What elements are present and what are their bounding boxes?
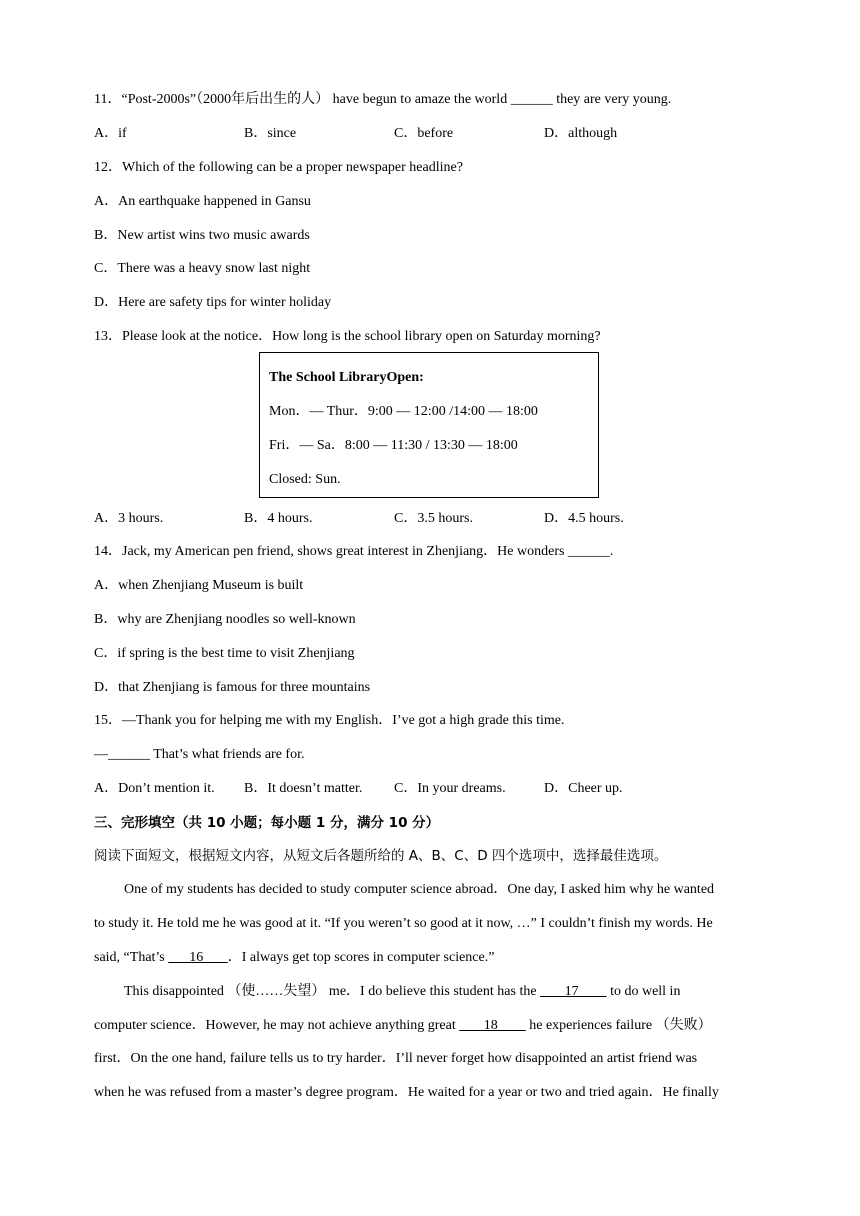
question-15-option-a: A．Don’t mention it. [94,781,215,796]
passage-p1-line-1: One of my students has decided to study computer science abroad．One day, I asked him why he wanted [124,882,715,897]
question-11-option-b: B．since [244,126,297,141]
question-13-option-c: C．3.5 hours. [394,511,473,526]
passage-text: to do well in [606,984,681,999]
question-13-stem: 13．Please look at the notice．How long is the school library open on Saturday morning? [94,329,601,344]
question-12-stem: 12．Which of the following can be a proper newspaper headline? [94,160,463,175]
notice-hours-fri-sa: Fri．— Sa．8:00 — 11:30 / 13:30 — 18:00 [269,438,518,453]
passage-text: ．I always get top scores in computer science.” [227,950,495,965]
question-15-stem: 15．—Thank you for helping me with my English．I’ve got a high grade this time. [94,713,565,728]
passage-text: he experiences failure （失败） [525,1018,712,1033]
passage-text: said, “That’s [94,950,169,965]
blank-18: 18 [459,1018,526,1033]
library-notice-box [259,352,599,498]
section-3-instruction: 阅读下面短文，根据短文内容，从短文后各题所给的 A、B、C、D 四个选项中，选择最佳选项。 [94,848,668,864]
passage-text: This disappointed （使……失望） me．I do believe this student has the [124,984,541,999]
passage-p2-line-1 [124,983,800,1001]
passage-p1-line-3 [94,949,770,967]
question-14-option-b: B．why are Zhenjiang noodles so well-known [94,612,356,627]
question-15-option-c: C．In your dreams. [394,781,506,796]
question-13-option-d: D．4.5 hours. [544,511,624,526]
question-12-option-d: D．Here are safety tips for winter holiday [94,295,332,310]
question-11-option-d: D．although [544,126,618,141]
notice-title: The School LibraryOpen: [269,370,424,385]
question-15-option-d: D．Cheer up. [544,781,623,796]
question-13-option-a: A．3 hours. [94,511,164,526]
blank-17: 17 [540,984,607,999]
passage-p2-line-4: when he was refused from a master’s degree program．He waited for a year or two and tried again．He finally [94,1085,719,1100]
section-3-heading: 三、完形填空（共 10 小题；每小题 1 分，满分 10 分） [94,815,440,831]
question-11-option-c: C．before [394,126,454,141]
blank-16: 16 [168,950,228,965]
notice-closed: Closed: Sun. [269,472,341,487]
notice-hours-mon-thur: Mon．— Thur．9:00 — 12:00 /14:00 — 18:00 [269,404,538,419]
question-14-option-a: A．when Zhenjiang Museum is built [94,578,304,593]
question-15-option-b: B．It doesn’t matter. [244,781,363,796]
question-14-option-c: C．if spring is the best time to visit Zhenjiang [94,646,355,661]
question-14-option-d: D．that Zhenjiang is famous for three mountains [94,680,371,695]
question-15-reply: —______ That’s what friends are for. [94,747,305,762]
question-14-stem: 14．Jack, my American pen friend, shows great interest in Zhenjiang．He wonders ______. [94,544,614,559]
passage-p2-line-2 [94,1017,770,1035]
question-11-stem-b: have begun to amaze the world ______ they are very young. [329,92,672,107]
question-11-option-a: A．if [94,126,127,141]
passage-p2-line-3: first．On the one hand, failure tells us to try harder．I’ll never forget how disappointed an artist friend was [94,1051,698,1066]
passage-p1-line-2: to study it. He told me he was good at it. “If you weren’t so good at it now, …” I couldn’t finish my words. He [94,916,713,931]
question-12-option-a: A．An earthquake happened in Gansu [94,194,311,209]
question-12-option-b: B．New artist wins two music awards [94,228,310,243]
passage-text: computer science．However, he may not achieve anything great [94,1018,460,1033]
question-12-option-c: C．There was a heavy snow last night [94,261,311,276]
question-13-option-b: B．4 hours. [244,511,313,526]
question-11 [94,91,671,109]
question-11-stem-a: 11．“Post-2000s”（2000年后出生的人） [94,92,330,107]
